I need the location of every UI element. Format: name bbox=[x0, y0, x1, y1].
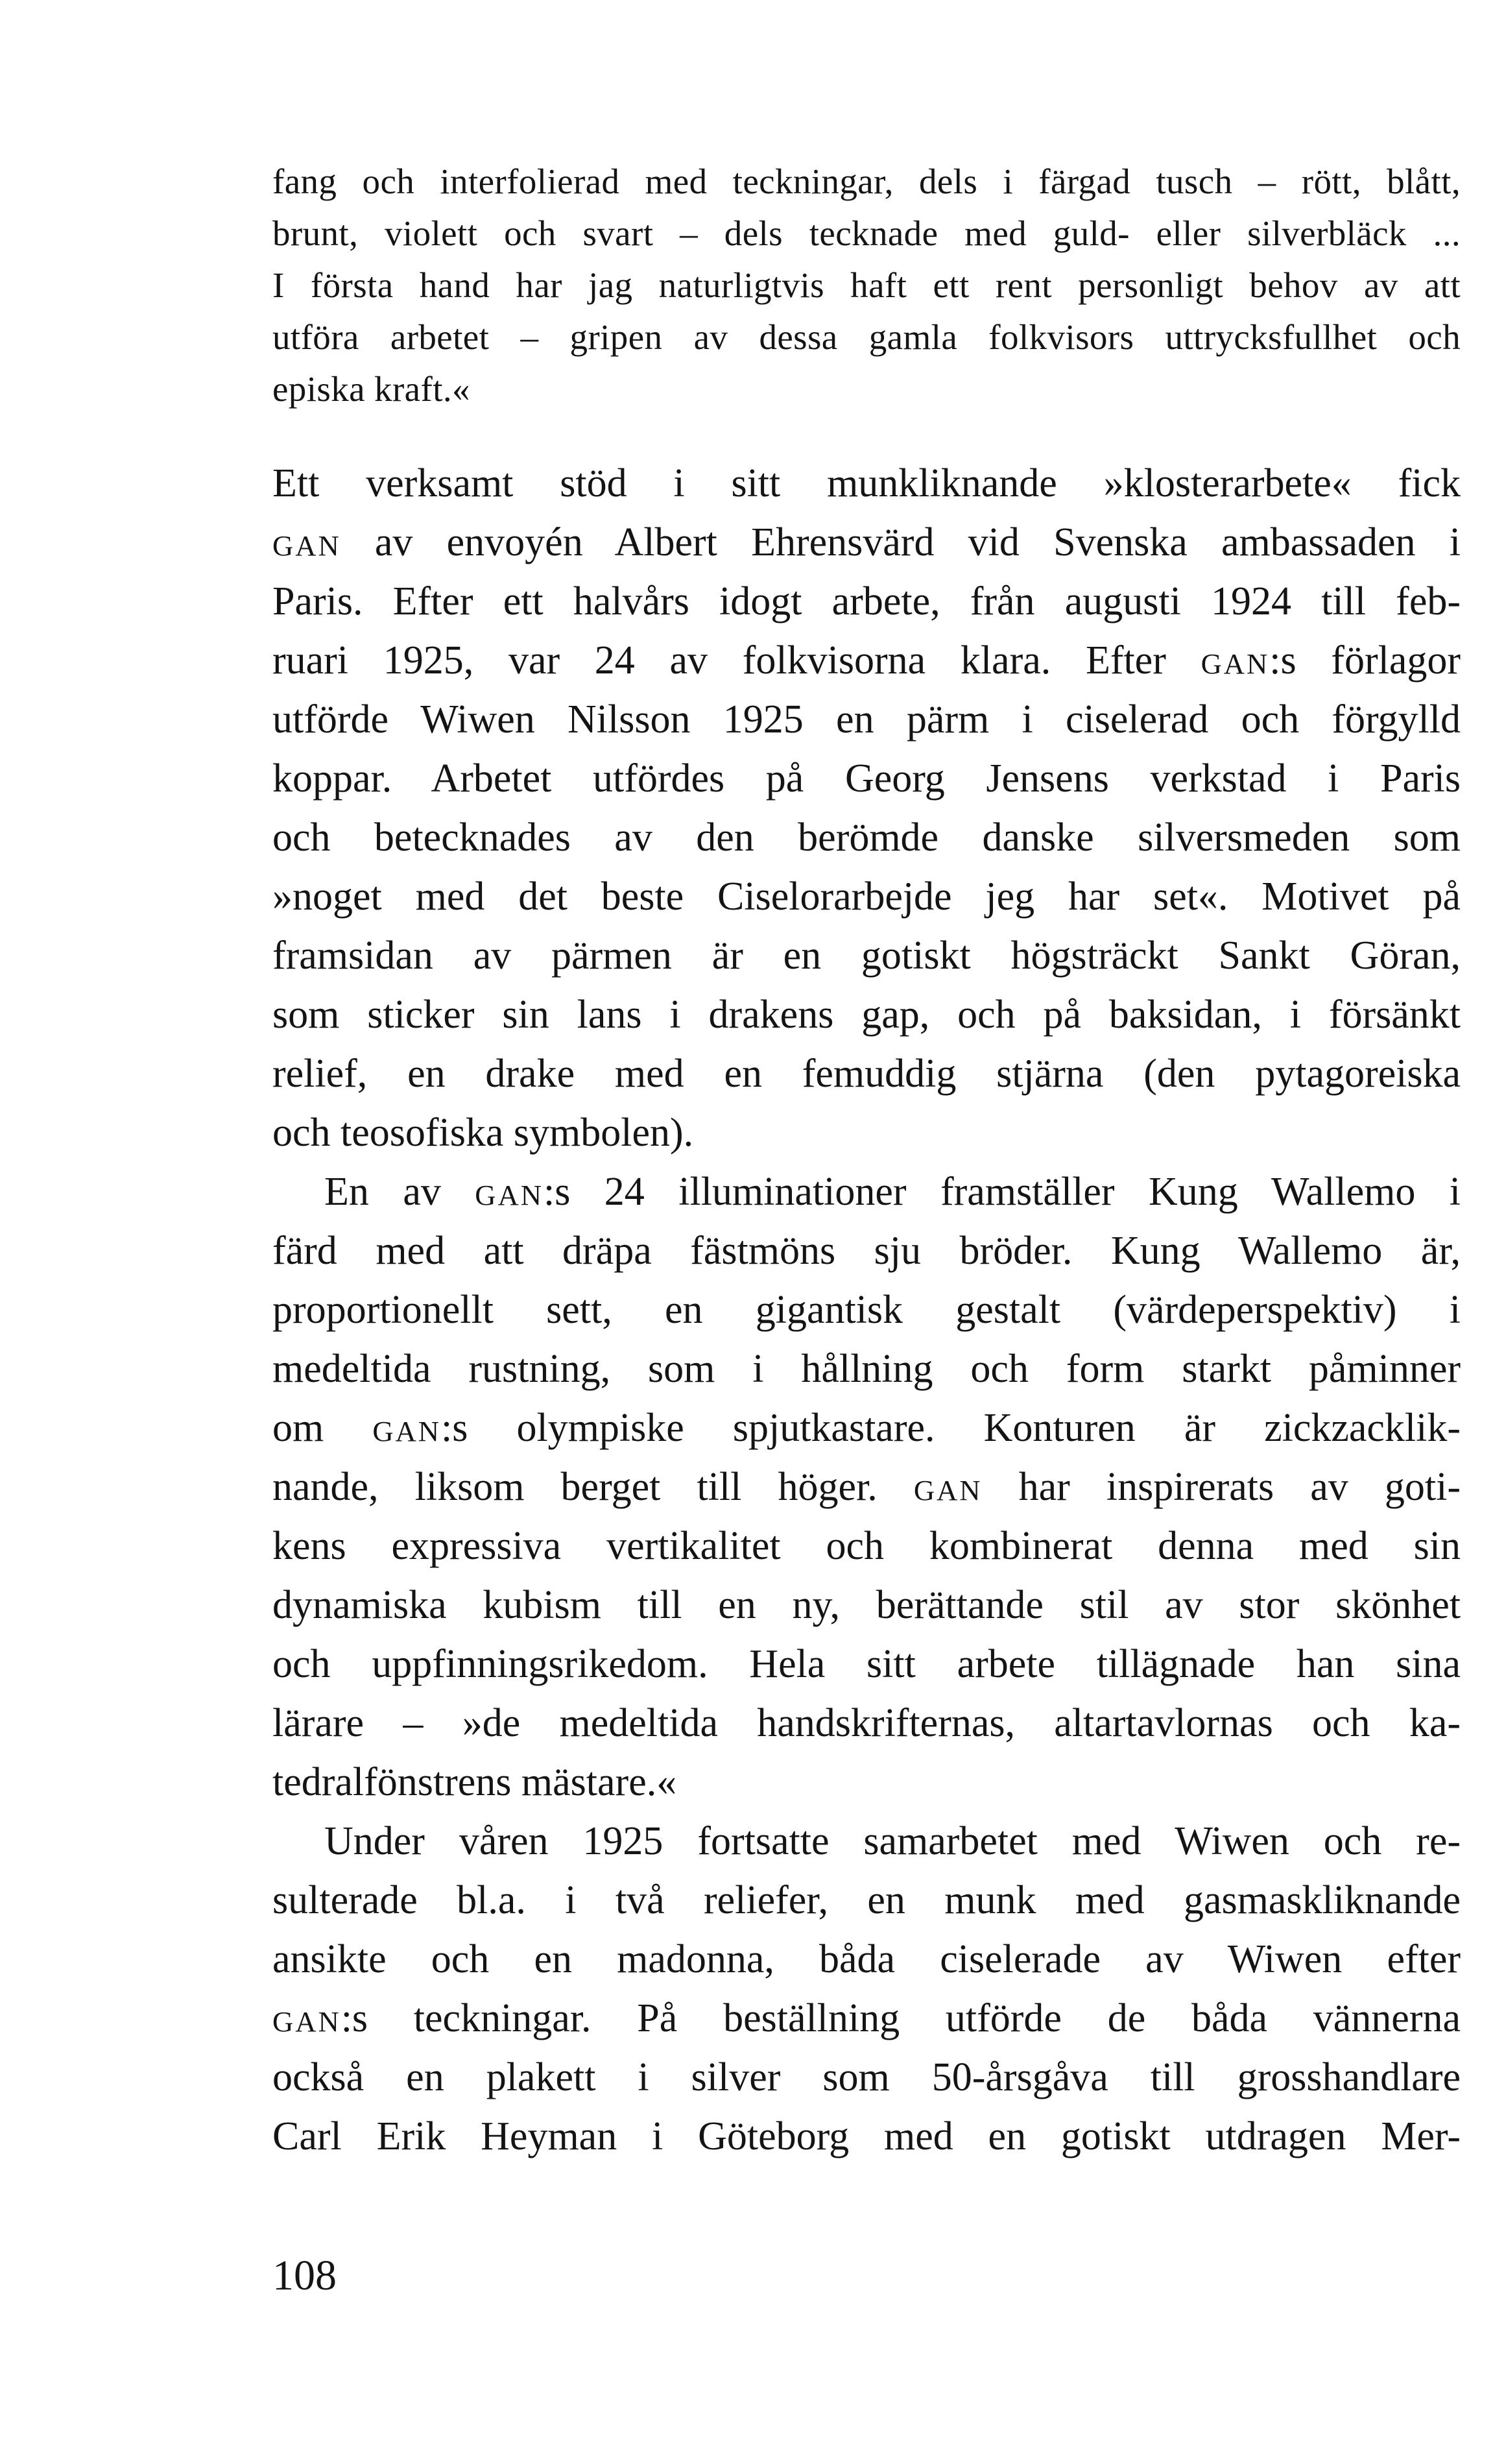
body-line bbox=[272, 1930, 1461, 1989]
small-caps-name: GAN bbox=[272, 529, 341, 562]
body-line bbox=[272, 1576, 1461, 1635]
text-segment: proportionellt sett, en gigantisk gestalt (värdeperspektiv) i bbox=[272, 1288, 1461, 1332]
text-segment: och teosofiska symbolen). bbox=[272, 1111, 694, 1155]
text-segment: och uppfinningsrikedom. Hela sitt arbete tillägnade han sina bbox=[272, 1642, 1461, 1686]
text-segment: :s förlagor bbox=[1269, 638, 1461, 682]
text-segment: dynamiska kubism till en ny, berättande stil av stor skönhet bbox=[272, 1583, 1461, 1627]
quote-line: I första hand har jag naturligtvis haft ett rent personligt behov av att bbox=[272, 265, 1461, 305]
text-segment: kens expressiva vertikalitet och kombinerat denna med sin bbox=[272, 1524, 1461, 1568]
body-line bbox=[272, 631, 1461, 690]
body-line bbox=[272, 1753, 1461, 1812]
body-line bbox=[272, 1871, 1461, 1930]
quote-line: episka kraft.« bbox=[272, 369, 470, 409]
text-segment: också en plakett i silver som 50-årsgåva till grosshandlare bbox=[272, 2055, 1461, 2099]
body-line bbox=[272, 1163, 1461, 1222]
text-segment: utförde Wiwen Nilsson 1925 en pärm i ciselerad och förgylld bbox=[272, 697, 1461, 742]
text-segment: färd med att dräpa fästmöns sju bröder. Kung Wallemo är, bbox=[272, 1229, 1461, 1273]
text-segment: som sticker sin lans i drakens gap, och på baksidan, i försänkt bbox=[272, 993, 1461, 1037]
body-line bbox=[272, 1281, 1461, 1340]
text-segment: har inspirerats av goti- bbox=[982, 1465, 1461, 1509]
small-caps-name: GAN bbox=[475, 1179, 544, 1211]
body-line bbox=[272, 2048, 1461, 2107]
text-segment: Paris. Efter ett halvårs idogt arbete, från augusti 1924 till feb- bbox=[272, 579, 1461, 623]
small-caps-name: GAN bbox=[1201, 647, 1270, 680]
text-segment: En av bbox=[324, 1170, 475, 1214]
block-quote bbox=[272, 156, 1461, 415]
body-line bbox=[272, 1045, 1461, 1104]
body-line bbox=[272, 926, 1461, 985]
quote-line: brunt, violett och svart – dels tecknade med guld- eller silverbläck ... bbox=[272, 213, 1461, 253]
text-segment: Carl Erik Heyman i Göteborg med en gotiskt utdragen Mer- bbox=[272, 2114, 1461, 2158]
body-line bbox=[272, 572, 1461, 631]
text-segment: lärare – »de medeltida handskrifternas, altartavlornas och ka- bbox=[272, 1701, 1461, 1745]
body-line bbox=[272, 985, 1461, 1045]
body-line bbox=[272, 454, 1461, 513]
body-line bbox=[272, 749, 1461, 808]
text-segment: tedralfönstrens mästare.« bbox=[272, 1760, 677, 1804]
text-segment: koppar. Arbetet utfördes på Georg Jensens verkstad i Paris bbox=[272, 756, 1461, 801]
body-line bbox=[272, 1222, 1461, 1281]
quote-line: fang och interfolierad med teckningar, dels i färgad tusch – rött, blått, bbox=[272, 162, 1461, 201]
small-caps-name: GAN bbox=[913, 1474, 983, 1506]
body-line bbox=[272, 867, 1461, 926]
text-segment: :s 24 illuminationer framställer Kung Wallemo i bbox=[543, 1170, 1461, 1214]
body-text bbox=[272, 454, 1461, 2166]
body-line bbox=[272, 1517, 1461, 1576]
text-segment: av envoyén Albert Ehrensvärd vid Svenska ambassaden i bbox=[341, 520, 1461, 564]
body-line bbox=[272, 1635, 1461, 1694]
body-line bbox=[272, 1989, 1461, 2048]
body-line bbox=[272, 2107, 1461, 2166]
text-segment: :s olympiske spjutkastare. Konturen är zickzacklik- bbox=[441, 1406, 1461, 1450]
text-segment: Ett verksamt stöd i sitt munkliknande »klosterarbete« fick bbox=[272, 461, 1461, 505]
small-caps-name: GAN bbox=[372, 1415, 441, 1447]
text-segment: relief, en drake med en femuddig stjärna (den pytagoreiska bbox=[272, 1052, 1461, 1096]
body-line bbox=[272, 1812, 1461, 1871]
body-line bbox=[272, 1399, 1461, 1458]
body-line bbox=[272, 808, 1461, 867]
text-segment: framsidan av pärmen är en gotiskt högsträckt Sankt Göran, bbox=[272, 934, 1461, 978]
text-segment: :s teckningar. På beställning utförde de båda vännerna bbox=[341, 1996, 1461, 2040]
body-line bbox=[272, 1458, 1461, 1517]
quote-line: utföra arbetet – gripen av dessa gamla folkvisors uttrycksfullhet och bbox=[272, 317, 1461, 357]
body-line bbox=[272, 1694, 1461, 1753]
body-line bbox=[272, 1340, 1461, 1399]
body-line bbox=[272, 690, 1461, 749]
body-line bbox=[272, 513, 1461, 572]
text-segment: nande, liksom berget till höger. bbox=[272, 1465, 914, 1509]
text-segment: och betecknades av den berömde danske silversmeden som bbox=[272, 815, 1461, 860]
text-segment: »noget med det beste Ciselorarbejde jeg har set«. Motivet på bbox=[272, 875, 1461, 919]
text-segment: om bbox=[272, 1406, 373, 1450]
text-segment: Under våren 1925 fortsatte samarbetet med Wiwen och re- bbox=[324, 1819, 1461, 1863]
text-segment: medeltida rustning, som i hållning och form starkt påminner bbox=[272, 1347, 1461, 1391]
body-line bbox=[272, 1104, 1461, 1163]
text-segment: ansikte och en madonna, båda ciselerade av Wiwen efter bbox=[272, 1937, 1461, 1981]
small-caps-name: GAN bbox=[272, 2005, 341, 2038]
page-number: 108 bbox=[272, 2252, 337, 2299]
text-segment: sulterade bl.a. i två reliefer, en munk med gasmaskliknande bbox=[272, 1878, 1461, 1922]
text-segment: ruari 1925, var 24 av folkvisorna klara. Efter bbox=[272, 638, 1201, 682]
